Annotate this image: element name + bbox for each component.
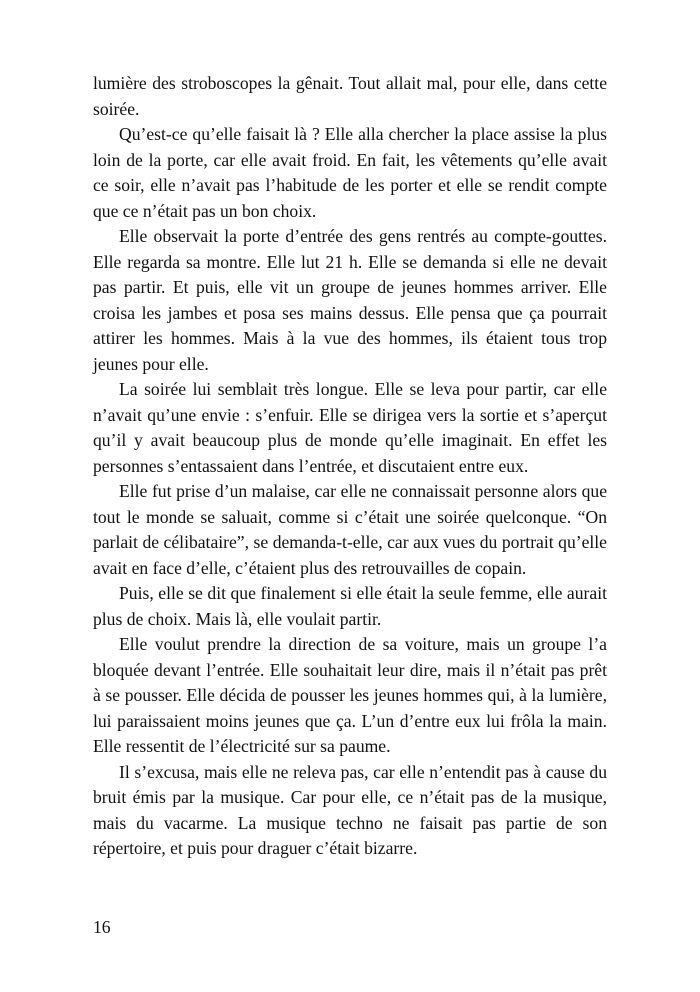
- paragraph-3: Elle observait la porte d’entrée des gens rentrés au compte-gouttes. Elle regarda sa montre. Elle lut 21 h. Elle se demanda si elle ne devait pas partir. Et puis, elle vit un groupe de jeunes hommes arriver. Elle croisa les jambes et posa ses mains dessus. Elle pensa que ça pourrait attirer les hommes. Mais à la vue des hommes, ils étaient tous trop jeunes pour elle.: [93, 226, 607, 374]
- paragraph-2: Qu’est-ce qu’elle faisait là ? Elle alla chercher la place assise la plus loin de la porte, car elle avait froid. En fait, les vêtements qu’elle avait ce soir, elle n’avait pas l’habitude de les porter et elle se rendit compte que ce n’était pas un bon choix.: [93, 124, 607, 221]
- paragraph-8: Il s’excusa, mais elle ne releva pas, car elle n’entendit pas à cause du bruit émis par la musique. Car pour elle, ce n’était pas de la musique, mais du vacarme. La musique techno ne faisait pas partie de son répertoire, et puis pour draguer c’était bizarre.: [93, 761, 607, 858]
- paragraph-6: Puis, elle se dit que finalement si elle était la seule femme, elle aurait plus de choix. Mais là, elle voulait partir.: [93, 583, 607, 629]
- page-number: 16: [93, 917, 111, 937]
- paragraph-5: Elle fut prise d’un malaise, car elle ne connaissait personne alors que tout le monde se saluait, comme si c’était une soirée quelconque. “On parlait de célibataire”, se demanda-t-elle, car aux vues du portrait qu’elle avait en face d’elle, c’étaient plus des retrouvailles de copain.: [93, 481, 607, 578]
- paragraph-7: Elle voulut prendre la direction de sa voiture, mais un groupe l’a bloquée devant l’entrée. Elle souhaitait leur dire, mais il n’était pas prêt à se pousser. Elle décida de pousser les jeunes hommes qui, à la lumière, lui paraissaient moins jeunes que ça. L’un d’entre eux lui frôla la main. Elle ressentit de l’électricité sur sa paume.: [93, 634, 607, 756]
- paragraph-1: lumière des stroboscopes la gênait. Tout allait mal, pour elle, dans cette soirée.: [93, 73, 607, 119]
- body-text: [93, 71, 607, 862]
- paragraph-4: La soirée lui semblait très longue. Elle se leva pour partir, car elle n’avait qu’une envie : s’enfuir. Elle se dirigea vers la sortie et s’aperçut qu’il y avait beaucoup plus de monde qu’elle imaginait. En effet les personnes s’entassaient dans l’entrée, et discutaient entre eux.: [93, 379, 607, 476]
